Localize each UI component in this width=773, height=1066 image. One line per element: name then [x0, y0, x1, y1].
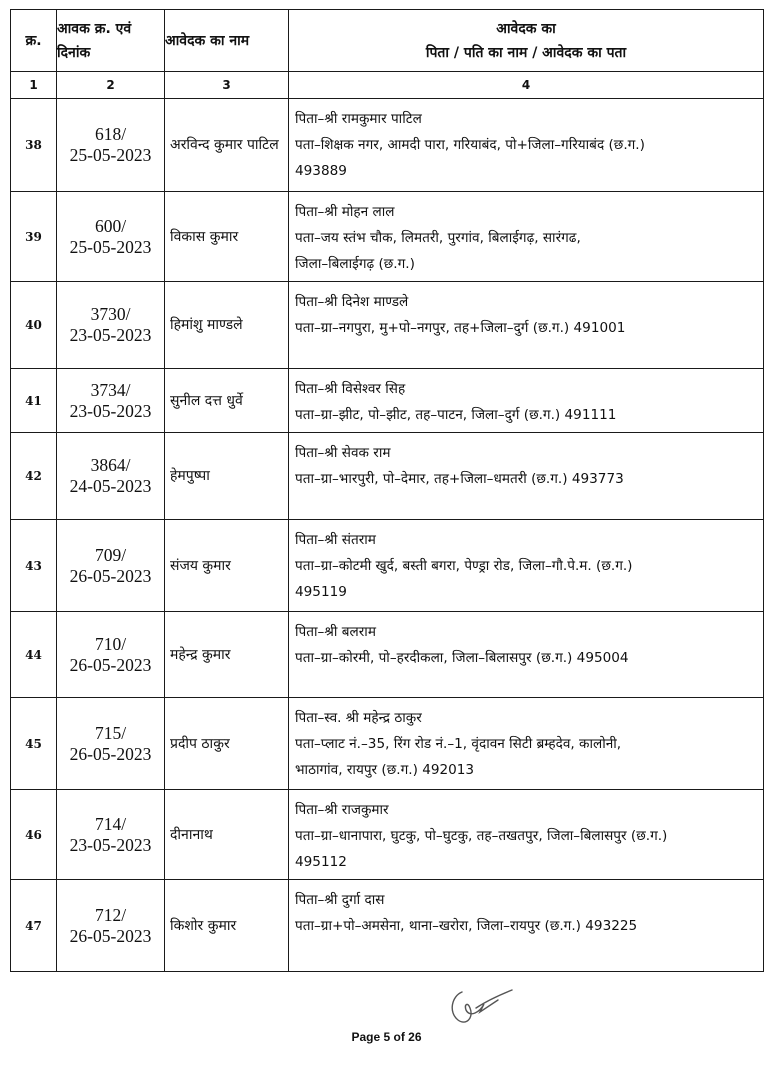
table-header-row: [11, 10, 764, 72]
parent-name-line: पिता–श्री मोहन लाल: [295, 204, 395, 220]
header-inward-line2: दिनांक: [57, 44, 91, 61]
inward-date: 26-05-2023: [69, 925, 152, 946]
applicant-name-cell: हिमांशु माण्डले: [165, 282, 289, 369]
table-row: [11, 880, 764, 972]
header-applicant-name: आवेदक का नाम: [165, 10, 289, 72]
inward-date: 23-05-2023: [69, 834, 152, 855]
serial-number-cell: 46: [11, 790, 57, 880]
parent-address-cell: [289, 192, 764, 282]
serial-number-cell: 47: [11, 880, 57, 972]
address-line: 495119: [295, 584, 347, 600]
inward-number: 618/: [94, 124, 127, 144]
table-row: [11, 433, 764, 520]
table-row: [11, 790, 764, 880]
inward-number-date-cell: [57, 192, 165, 282]
inward-date: 26-05-2023: [69, 743, 152, 764]
address-line: पता–जय स्तंभ चौक, लिमतरी, पुरगांव, बिलाईगढ़, सारंगढ,: [295, 230, 581, 246]
table-row: [11, 99, 764, 192]
inward-number: 3730/: [90, 304, 131, 324]
address-line: पता–ग्रा–कोटमी खुर्द, बस्ती बगरा, पेण्ड्रा रोड, जिला–गौ.पे.म. (छ.ग.): [295, 558, 633, 574]
inward-number: 600/: [94, 215, 127, 236]
applicant-register-table: [10, 9, 764, 972]
inward-number-date-cell: [57, 282, 165, 369]
table-row: [11, 192, 764, 282]
address-line: पता–ग्रा–कोरमी, पो–हरदीकला, जिला–बिलासपुर (छ.ग.) 495004: [295, 650, 629, 666]
parent-name-line: पिता–स्व. श्री महेन्द्र ठाकुर: [295, 710, 422, 726]
inward-number-date-cell: [57, 880, 165, 972]
inward-number: 712/: [94, 904, 127, 925]
address-line: पता–ग्रा–झीट, पो–झीट, तह–पाटन, जिला–दुर्ग (छ.ग.) 491111: [295, 407, 617, 423]
parent-address-cell: [289, 612, 764, 698]
serial-number-cell: 40: [11, 282, 57, 369]
inward-date: 25-05-2023: [69, 145, 152, 165]
inward-number: 3734/: [90, 379, 131, 400]
serial-number-cell: 39: [11, 192, 57, 282]
applicant-name-cell: प्रदीप ठाकुर: [165, 698, 289, 790]
parent-name-line: पिता–श्री बलराम: [295, 624, 376, 640]
parent-address-cell: [289, 99, 764, 192]
inward-number: 709/: [94, 544, 127, 565]
parent-address-cell: [289, 282, 764, 369]
parent-name-line: पिता–श्री संतराम: [295, 532, 376, 548]
address-line: पता–ग्रा–धानापारा, घुटकु, पो–घुटकु, तह–तखतपुर, जिला–बिलासपुर (छ.ग.): [295, 828, 668, 844]
applicant-name-cell: महेन्द्र कुमार: [165, 612, 289, 698]
address-line: पता–प्लाट नं.–35, रिंग रोड नं.–1, वृंदावन सिटी ब्रम्हदेव, कालोनी,: [295, 736, 622, 752]
table-row: [11, 698, 764, 790]
parent-address-cell: [289, 790, 764, 880]
header-inward-line1: आवक क्र. एवं: [57, 20, 132, 37]
applicant-name-cell: संजय कुमार: [165, 520, 289, 612]
parent-name-line: पिता–श्री रामकुमार पाटिल: [295, 111, 422, 127]
parent-address-cell: [289, 880, 764, 972]
table-row: [11, 612, 764, 698]
inward-number: 715/: [94, 722, 127, 743]
address-line: पता–ग्रा+पो–अमसेना, थाना–खरोरा, जिला–रायपुर (छ.ग.) 493225: [295, 918, 638, 934]
column-number: 3: [165, 72, 289, 99]
address-line: पता–शिक्षक नगर, आमदी पारा, गरियाबंद, पो+जिला–गरियाबंद (छ.ग.): [295, 137, 645, 153]
inward-date: 24-05-2023: [69, 476, 152, 496]
signature-mark: [440, 978, 520, 1028]
address-line: पता–ग्रा–नगपुरा, मु+पो–नगपुर, तह+जिला–दुर्ग (छ.ग.) 491001: [295, 320, 626, 336]
page-number: Page 5 of 26: [351, 1030, 422, 1044]
inward-number-date-cell: [57, 612, 165, 698]
applicant-name-cell: विकास कुमार: [165, 192, 289, 282]
serial-number-cell: 44: [11, 612, 57, 698]
table-row: [11, 520, 764, 612]
parent-name-line: पिता–श्री विसेश्वर सिह: [295, 381, 406, 397]
serial-number-cell: 38: [11, 99, 57, 192]
header-inward-number-date: [57, 10, 165, 72]
parent-name-line: पिता–श्री सेवक राम: [295, 445, 391, 461]
parent-name-line: पिता–श्री दुर्गा दास: [295, 892, 385, 908]
address-line: 493889: [295, 163, 347, 179]
column-number-row: [11, 72, 764, 99]
parent-name-line: पिता–श्री दिनेश माण्डले: [295, 294, 409, 310]
inward-date: 26-05-2023: [69, 565, 152, 586]
applicant-name-cell: दीनानाथ: [165, 790, 289, 880]
inward-number: 3864/: [90, 455, 131, 475]
parent-address-cell: [289, 369, 764, 433]
header-address-line2: पिता / पति का नाम / आवेदक का पता: [425, 44, 627, 61]
applicant-name-cell: किशोर कुमार: [165, 880, 289, 972]
inward-date: 23-05-2023: [69, 400, 152, 421]
inward-date: 26-05-2023: [69, 654, 152, 675]
applicant-name-cell: हेमपुष्पा: [165, 433, 289, 520]
serial-number-cell: 41: [11, 369, 57, 433]
inward-date: 25-05-2023: [69, 236, 152, 257]
table-row: [11, 282, 764, 369]
inward-number-date-cell: [57, 99, 165, 192]
column-number: 1: [11, 72, 57, 99]
serial-number-cell: 45: [11, 698, 57, 790]
parent-name-line: पिता–श्री राजकुमार: [295, 802, 389, 818]
column-number: 4: [289, 72, 764, 99]
column-number: 2: [57, 72, 165, 99]
parent-address-cell: [289, 698, 764, 790]
inward-number-date-cell: [57, 698, 165, 790]
inward-number-date-cell: [57, 369, 165, 433]
parent-address-cell: [289, 520, 764, 612]
header-parent-address: [289, 10, 764, 72]
inward-number-date-cell: [57, 520, 165, 612]
applicant-name-cell: सुनील दत्त धुर्वे: [165, 369, 289, 433]
address-line: जिला–बिलाईगढ़ (छ.ग.): [295, 256, 415, 272]
inward-number: 714/: [94, 813, 127, 834]
parent-address-cell: [289, 433, 764, 520]
table-row: [11, 369, 764, 433]
header-address-line1: आवेदक का: [496, 20, 556, 37]
inward-number-date-cell: [57, 790, 165, 880]
address-line: 495112: [295, 854, 347, 870]
address-line: भाठागांव, रायपुर (छ.ग.) 492013: [295, 762, 475, 778]
address-line: पता–ग्रा–भारपुरी, पो–देमार, तह+जिला–धमतरी (छ.ग.) 493773: [295, 471, 624, 487]
inward-number-date-cell: [57, 433, 165, 520]
inward-number: 710/: [94, 633, 127, 654]
applicant-name-cell: अरविन्द कुमार पाटिल: [165, 99, 289, 192]
inward-date: 23-05-2023: [69, 325, 152, 345]
header-serial-number: क्र.: [11, 10, 57, 72]
serial-number-cell: 42: [11, 433, 57, 520]
serial-number-cell: 43: [11, 520, 57, 612]
